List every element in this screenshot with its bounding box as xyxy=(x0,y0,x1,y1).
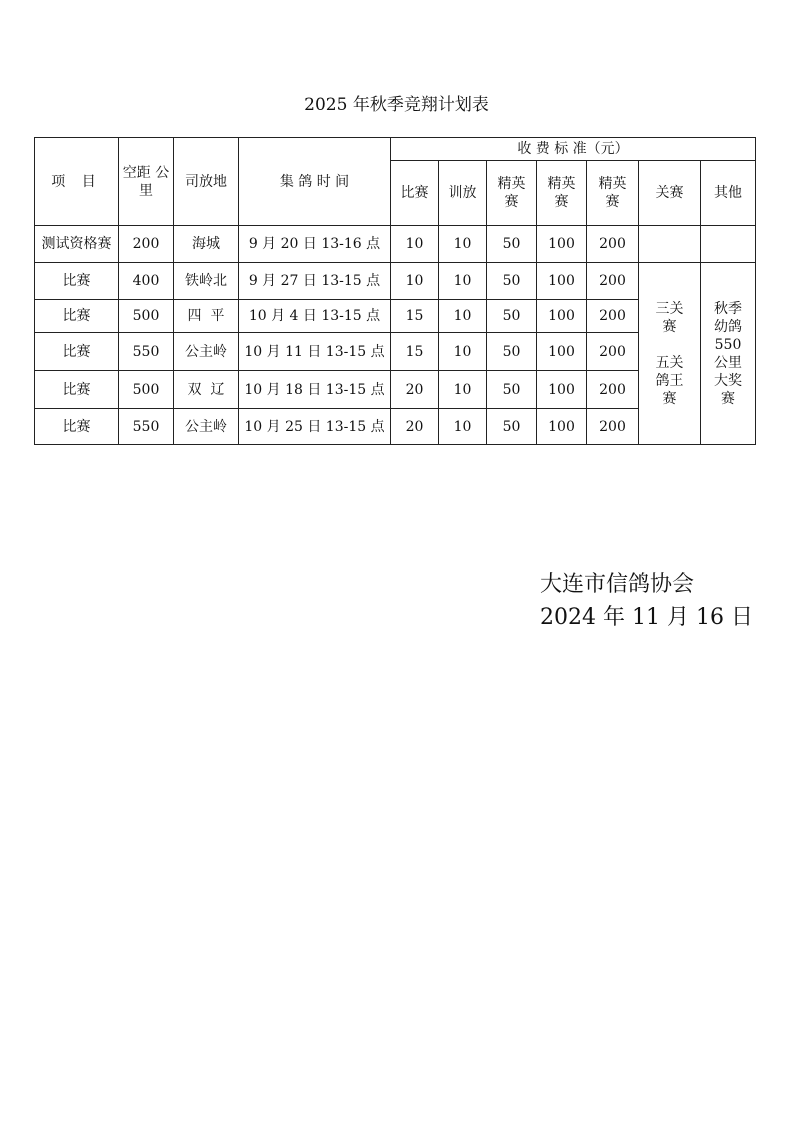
header-fee-elite-3: 精英 赛 xyxy=(587,161,639,226)
cell-item: 比赛 xyxy=(35,333,119,371)
cell-fee: 100 xyxy=(537,333,587,371)
header-fee-elite-1: 精英 赛 xyxy=(487,161,537,226)
cell-fee: 200 xyxy=(587,371,639,409)
cell-release: 四 平 xyxy=(174,300,239,333)
cell-fee: 100 xyxy=(537,371,587,409)
signature-block xyxy=(540,568,753,634)
header-fee-race: 比赛 xyxy=(391,161,439,226)
cell-item: 比赛 xyxy=(35,263,119,300)
cell-release: 海城 xyxy=(174,226,239,263)
cell-fee: 100 xyxy=(537,226,587,263)
header-distance: 空距 公里 xyxy=(119,138,174,226)
cell-time: 9 月 27 日 13-15 点 xyxy=(239,263,391,300)
cell-fee: 10 xyxy=(439,409,487,445)
cell-release: 铁岭北 xyxy=(174,263,239,300)
cell-item: 测试资格赛 xyxy=(35,226,119,263)
cell-item: 比赛 xyxy=(35,409,119,445)
table-row xyxy=(35,226,756,263)
cell-fee: 10 xyxy=(391,226,439,263)
cell-fee: 200 xyxy=(587,300,639,333)
issue-date: 2024 年 11 月 16 日 xyxy=(540,605,753,630)
cell-fee: 50 xyxy=(487,300,537,333)
cell-fee: 100 xyxy=(537,263,587,300)
cell-fee: 50 xyxy=(487,371,537,409)
cell-fee: 15 xyxy=(391,300,439,333)
cell-fee: 15 xyxy=(391,333,439,371)
header-fee-group: 收 费 标 准（元） xyxy=(391,138,756,161)
cell-time: 10 月 25 日 13-15 点 xyxy=(239,409,391,445)
header-other: 其他 xyxy=(701,161,756,226)
cell-fee: 100 xyxy=(537,409,587,445)
cell-distance: 400 xyxy=(119,263,174,300)
cell-fee: 10 xyxy=(439,263,487,300)
cell-fee: 10 xyxy=(439,371,487,409)
cell-fee: 200 xyxy=(587,263,639,300)
cell-fee: 10 xyxy=(439,300,487,333)
cell-time: 9 月 20 日 13-16 点 xyxy=(239,226,391,263)
cell-fee: 20 xyxy=(391,409,439,445)
cell-fee: 50 xyxy=(487,226,537,263)
header-fee-training: 训放 xyxy=(439,161,487,226)
cell-fee: 200 xyxy=(587,226,639,263)
cell-fee: 200 xyxy=(587,409,639,445)
header-item: 项 目 xyxy=(35,138,119,226)
cell-release: 双 辽 xyxy=(174,371,239,409)
cell-release: 公主岭 xyxy=(174,409,239,445)
cell-distance: 500 xyxy=(119,371,174,409)
organization-name: 大连市信鸽协会 xyxy=(540,572,695,597)
cell-distance: 500 xyxy=(119,300,174,333)
cell-other-merged: 秋季 幼鸽 550 公里 大奖 赛 xyxy=(701,263,756,445)
cell-fee: 50 xyxy=(487,333,537,371)
cell-fee: 200 xyxy=(587,333,639,371)
cell-item: 比赛 xyxy=(35,371,119,409)
cell-fee: 100 xyxy=(537,300,587,333)
header-collect-time: 集 鸽 时 间 xyxy=(239,138,391,226)
cell-empty xyxy=(639,226,701,263)
cell-fee: 10 xyxy=(439,333,487,371)
cell-time: 10 月 18 日 13-15 点 xyxy=(239,371,391,409)
cell-fee: 50 xyxy=(487,263,537,300)
cell-guan-merged: 三关 赛 五关 鸽王 赛 xyxy=(639,263,701,445)
cell-empty xyxy=(701,226,756,263)
cell-distance: 550 xyxy=(119,333,174,371)
cell-time: 10 月 11 日 13-15 点 xyxy=(239,333,391,371)
cell-time: 10 月 4 日 13-15 点 xyxy=(239,300,391,333)
header-release: 司放地 xyxy=(174,138,239,226)
schedule-table xyxy=(34,137,756,445)
table-row xyxy=(35,263,756,300)
cell-fee: 10 xyxy=(391,263,439,300)
header-fee-elite-2: 精英 赛 xyxy=(537,161,587,226)
cell-fee: 20 xyxy=(391,371,439,409)
cell-distance: 200 xyxy=(119,226,174,263)
header-guan: 关赛 xyxy=(639,161,701,226)
cell-fee: 50 xyxy=(487,409,537,445)
cell-item: 比赛 xyxy=(35,300,119,333)
cell-distance: 550 xyxy=(119,409,174,445)
page-title: 2025 年秋季竞翔计划表 xyxy=(304,95,489,115)
cell-fee: 10 xyxy=(439,226,487,263)
cell-release: 公主岭 xyxy=(174,333,239,371)
